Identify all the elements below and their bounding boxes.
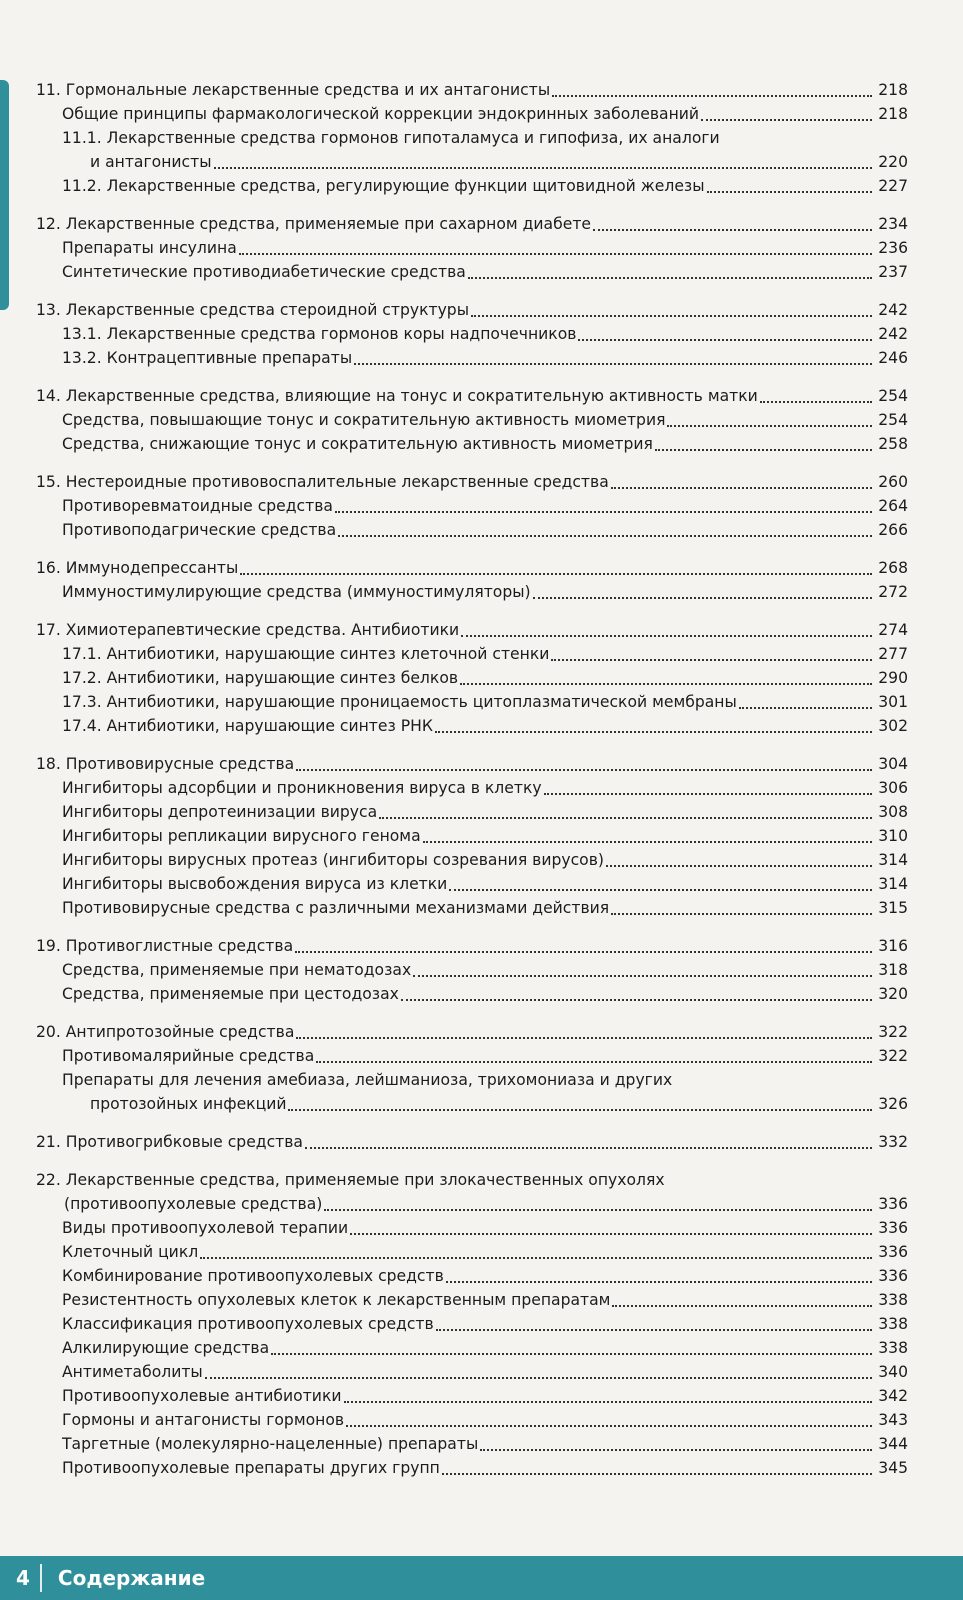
toc-page-number: 266 [878,521,908,539]
toc-page-number: 338 [878,1291,908,1309]
toc-subentry[interactable] [36,174,908,198]
dot-leader [271,1352,872,1355]
toc-entry-title: Средства, повышающие тонус и сократительную активность миометрия [62,411,666,429]
toc-subentry[interactable] [36,690,908,714]
toc-page-number: 322 [878,1023,908,1041]
dot-leader [435,730,872,733]
toc-entry-title: 19. Противоглистные средства [36,937,294,955]
toc-entry-title: 13.2. Контрацептивные препараты [62,349,353,367]
dot-leader [288,1108,872,1111]
toc-page-number: 236 [878,239,908,257]
toc-entry-title: Средства, применяемые при нематодозах [62,961,412,979]
dot-leader [760,400,872,403]
dot-leader [354,362,872,365]
toc-entry-title-continued: (противоопухолевые средства) [64,1195,323,1213]
toc-entry-title: Ингибиторы вирусных протеаз (ингибиторы созревания вирусов) [62,851,604,869]
toc-subentry[interactable] [36,1360,908,1384]
toc-entry-title: Противовирусные средства с различными механизмами действия [62,899,610,917]
toc-subentry[interactable] [36,1264,908,1288]
toc-page-number: 254 [878,387,908,405]
toc-entry-title: Общие принципы фармакологической коррекции эндокринных заболеваний [62,105,700,123]
dot-leader [442,1472,872,1475]
toc-section [36,1020,908,1116]
toc-entry-title: 11.1. Лекарственные средства гормонов гипоталамуса и гипофиза, их аналоги [62,129,720,147]
toc-subentry[interactable] [36,824,908,848]
toc-subentry[interactable] [36,1408,908,1432]
dot-leader [436,1328,872,1331]
toc-entry-title: 15. Нестероидные противовоспалительные лекарственные средства [36,473,609,491]
toc-page-number: 220 [878,153,908,171]
dot-leader [346,1424,872,1427]
toc-page-number: 218 [878,81,908,99]
toc-entry-title: Гормоны и антагонисты гормонов [62,1411,345,1429]
toc-subentry[interactable] [36,518,908,542]
dot-leader [667,424,872,427]
dot-leader [423,840,872,843]
dot-leader [344,1400,873,1403]
toc-subentry[interactable] [36,346,908,370]
dot-leader [611,912,872,915]
dot-leader [200,1256,872,1259]
dot-leader [707,190,872,193]
toc-entry-title: 17. Химиотерапевтические средства. Антибиотики [36,621,460,639]
toc-chapter-entry[interactable] [36,618,908,642]
toc-entry-title: 11. Гормональные лекарственные средства и их антагонисты [36,81,551,99]
toc-subentry[interactable] [36,580,908,604]
toc-entry-title: 20. Антипротозойные средства [36,1023,295,1041]
dot-leader [401,998,872,1001]
toc-subentry[interactable] [36,1288,908,1312]
dot-leader [379,816,872,819]
toc-page-number: 264 [878,497,908,515]
toc-page-number: 314 [878,851,908,869]
toc-page-number: 318 [878,961,908,979]
toc-subentry[interactable] [36,1240,908,1264]
chapter-tab-marker [0,80,9,310]
toc-entry-title: Резистентность опухолевых клеток к лекарственным препаратам [62,1291,611,1309]
toc-chapter-entry[interactable] [36,470,908,494]
toc-entry-title: Противоревматоидные средства [62,497,333,515]
toc-chapter-entry[interactable] [36,78,908,102]
toc-subentry[interactable] [36,1384,908,1408]
dot-leader [205,1376,872,1379]
toc-entry-title: Синтетические противодиабетические средства [62,263,466,281]
dot-leader [324,1208,872,1211]
toc-entry-title: Иммуностимулирующие средства (иммуностимуляторы) [62,583,531,601]
toc-entry-title: Антиметаболиты [62,1363,203,1381]
toc-chapter-entry[interactable] [36,1020,908,1044]
toc-subentry[interactable] [36,714,908,738]
toc-chapter-entry[interactable] [36,934,908,958]
toc-page-number: 314 [878,875,908,893]
dot-leader [533,596,872,599]
toc-subentry[interactable] [36,432,908,456]
toc-entry-title: 12. Лекарственные средства, применяемые при сахарном диабете [36,215,592,233]
toc-section [36,1130,908,1154]
toc-page-number: 218 [878,105,908,123]
toc-page-number: 227 [878,177,908,195]
toc-subentry[interactable] [36,666,908,690]
toc-subentry[interactable] [36,1432,908,1456]
toc-subentry[interactable] [36,236,908,260]
toc-section [36,1168,908,1480]
dot-leader [296,768,872,771]
dot-leader [305,1146,872,1149]
toc-entry-title: 13. Лекарственные средства стероидной структуры [36,301,470,319]
toc-page-number: 326 [878,1095,908,1113]
toc-subentry[interactable] [36,260,908,284]
toc-page-number: 310 [878,827,908,845]
dot-leader [461,634,872,637]
dot-leader [551,658,872,661]
toc-section [36,556,908,604]
dot-leader [593,228,872,231]
toc-page-number: 338 [878,1339,908,1357]
toc-page-number: 234 [878,215,908,233]
dot-leader [335,510,872,513]
toc-entry-title: Виды противоопухолевой терапии [62,1219,349,1237]
toc-entry-title: Препараты инсулина [62,239,237,257]
toc-chapter-entry[interactable] [36,212,908,236]
toc-section [36,470,908,542]
dot-leader [338,534,872,537]
dot-leader [739,706,872,709]
toc-entry-title: Ингибиторы репликации вирусного генома [62,827,421,845]
toc-subentry[interactable] [36,102,908,126]
toc-page-number: 336 [878,1267,908,1285]
toc-entry-title: Средства, снижающие тонус и сократительную активность миометрия [62,435,653,453]
toc-page-number: 306 [878,779,908,797]
toc-chapter-entry[interactable] [36,384,908,408]
toc-subentry[interactable] [36,408,908,432]
dot-leader [214,166,872,169]
toc-page-number: 260 [878,473,908,491]
toc-entry-title: 14. Лекарственные средства, влияющие на тонус и сократительную активность матки [36,387,758,405]
toc-section [36,212,908,284]
toc-page-number: 316 [878,937,908,955]
dot-leader [350,1232,872,1235]
toc-page-number: 258 [878,435,908,453]
toc-page-number: 254 [878,411,908,429]
toc-subentry[interactable] [36,1216,908,1240]
toc-section [36,618,908,738]
toc-entry-title: Ингибиторы адсорбции и проникновения вируса в клетку [62,779,542,797]
toc-page-number: 274 [878,621,908,639]
toc-page-number: 343 [878,1411,908,1429]
dot-leader [655,448,872,451]
toc-entry-title: 18. Противовирусные средства [36,755,295,773]
dot-leader [578,338,872,341]
toc-page-number: 332 [878,1133,908,1151]
toc-entry-title: 22. Лекарственные средства, применяемые при злокачественных опухолях [36,1171,665,1189]
toc-entry-title: Клеточный цикл [62,1243,199,1261]
toc-chapter-entry[interactable] [36,556,908,580]
toc-page-number: 336 [878,1243,908,1261]
toc-page-number: 301 [878,693,908,711]
dot-leader [460,682,872,685]
toc-entry-title-continued: протозойных инфекций [90,1095,287,1113]
toc-subentry[interactable] [36,872,908,896]
toc-entry-title: 17.1. Антибиотики, нарушающие синтез клеточной стенки [62,645,550,663]
dot-leader [295,950,872,953]
toc-entry-title: Ингибиторы депротеинизации вируса [62,803,378,821]
toc-subentry[interactable] [36,642,908,666]
dot-leader [701,118,872,121]
toc-entry-title: 17.4. Антибиотики, нарушающие синтез РНК [62,717,433,735]
footer-divider [40,1564,42,1592]
toc-subentry[interactable] [36,1456,908,1480]
dot-leader [468,276,872,279]
toc-entry-title-continued: и антагонисты [90,153,212,171]
toc-subentry[interactable] [36,494,908,518]
toc-page-number: 315 [878,899,908,917]
toc-section [36,298,908,370]
dot-leader [449,888,872,891]
toc-page-number: 246 [878,349,908,367]
dot-leader [446,1280,872,1283]
toc-subentry[interactable] [36,1336,908,1360]
toc-page-number: 322 [878,1047,908,1065]
dot-leader [480,1448,872,1451]
toc-page-number: 336 [878,1195,908,1213]
toc-entry-title: Комбинирование противоопухолевых средств [62,1267,444,1285]
toc-page-number: 345 [878,1459,908,1477]
dot-leader [544,792,872,795]
toc-entry-title: 21. Противогрибковые средства [36,1133,303,1151]
toc-subentry[interactable] [36,1044,908,1068]
page-footer [0,1556,963,1600]
toc-entry-title: Средства, применяемые при цестодозах [62,985,399,1003]
toc-entry-title: Противоопухолевые антибиотики [62,1387,342,1405]
toc-section [36,384,908,456]
dot-leader [471,314,872,317]
toc-page-number: 277 [878,645,908,663]
toc-subentry[interactable] [36,126,908,174]
toc-entry-title: Алкилирующие средства [62,1339,270,1357]
dot-leader [239,252,872,255]
toc-page-number: 338 [878,1315,908,1333]
table-of-contents [36,78,908,1494]
toc-subentry[interactable] [36,800,908,824]
toc-subentry[interactable] [36,1068,908,1116]
toc-page-number: 340 [878,1363,908,1381]
toc-entry-title: Препараты для лечения амебиаза, лейшманиоза, трихомониаза и других [62,1071,673,1089]
dot-leader [611,486,872,489]
toc-page-number: 304 [878,755,908,773]
toc-page-number: 320 [878,985,908,1003]
toc-subentry[interactable] [36,982,908,1006]
toc-page-number: 237 [878,263,908,281]
toc-subentry[interactable] [36,896,908,920]
toc-page-number: 302 [878,717,908,735]
dot-leader [612,1304,872,1307]
dot-leader [606,864,872,867]
dot-leader [240,572,872,575]
toc-subentry[interactable] [36,958,908,982]
toc-page-number: 242 [878,325,908,343]
toc-entry-title: 17.3. Антибиотики, нарушающие проницаемость цитоплазматической мембраны [62,693,737,711]
toc-subentry[interactable] [36,848,908,872]
toc-entry-title: Таргетные (молекулярно-нацеленные) препараты [62,1435,479,1453]
toc-subentry[interactable] [36,322,908,346]
toc-subentry[interactable] [36,1312,908,1336]
toc-page-number: 336 [878,1219,908,1237]
dot-leader [316,1060,872,1063]
toc-chapter-entry[interactable] [36,1168,908,1216]
toc-entry-title: 16. Иммунодепрессанты [36,559,239,577]
toc-page-number: 342 [878,1387,908,1405]
toc-page-number: 290 [878,669,908,687]
toc-section [36,934,908,1006]
toc-entry-title: Противоопухолевые препараты других групп [62,1459,440,1477]
toc-chapter-entry[interactable] [36,1130,908,1154]
page-number: 4 [16,1566,30,1590]
toc-entry-title: Противоподагрические средства [62,521,337,539]
toc-entry-title: Классификация противоопухолевых средств [62,1315,434,1333]
dot-leader [413,974,872,977]
toc-page-number: 308 [878,803,908,821]
dot-leader [296,1036,872,1039]
toc-chapter-entry[interactable] [36,752,908,776]
toc-page-number: 268 [878,559,908,577]
toc-entry-title: 17.2. Антибиотики, нарушающие синтез белков [62,669,459,687]
dot-leader [552,94,872,97]
footer-title: Содержание [57,1566,206,1590]
toc-subentry[interactable] [36,776,908,800]
toc-entry-title: 11.2. Лекарственные средства, регулирующие функции щитовидной железы [62,177,705,195]
toc-section [36,78,908,198]
toc-entry-title: Противомалярийные средства [62,1047,315,1065]
toc-entry-title: 13.1. Лекарственные средства гормонов коры надпочечников [62,325,577,343]
toc-page-number: 272 [878,583,908,601]
toc-section [36,752,908,920]
toc-entry-title: Ингибиторы высвобождения вируса из клетки [62,875,448,893]
toc-chapter-entry[interactable] [36,298,908,322]
toc-page-number: 242 [878,301,908,319]
toc-page-number: 344 [878,1435,908,1453]
